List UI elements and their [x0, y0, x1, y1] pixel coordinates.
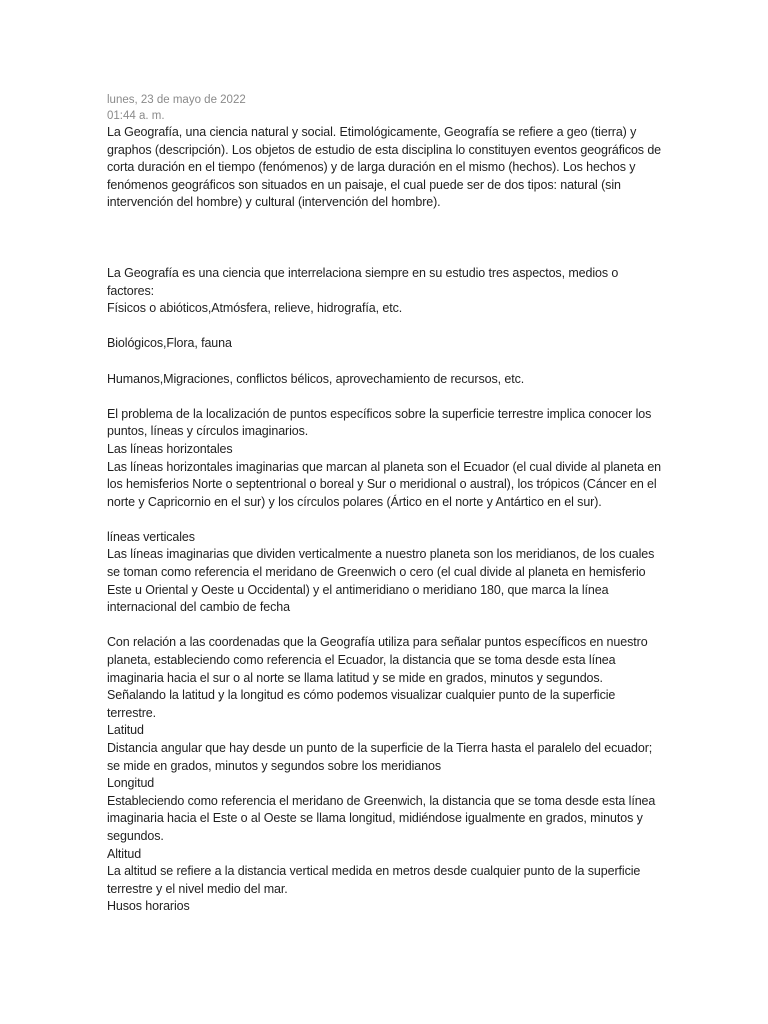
heading-altitud: Altitud — [107, 846, 142, 861]
note-page — [107, 92, 667, 916]
heading-latitud: Latitud — [107, 723, 144, 738]
paragraph-longitud: Estableciendo como referencia el meridano de Greenwich, la distancia que se toma desde esta línea imaginaria hacia el Este o al Oeste se llama longitud, midiéndose igualmente en grados, minutos y segundos. — [107, 793, 656, 843]
spacer — [107, 318, 667, 336]
heading-lineas-horizontales: Las líneas horizontales — [107, 441, 233, 456]
heading-husos-horarios: Husos horarios — [107, 899, 190, 914]
paragraph-latitud-longitud: Señalando la latitud y la longitud es cómo podemos visualizar cualquier punto de la superficie terrestre. — [107, 688, 616, 720]
note-date: lunes, 23 de mayo de 2022 — [107, 94, 246, 106]
paragraph-localizacion: El problema de la localización de puntos específicos sobre la superficie terrestre implica conocer los puntos, líneas y círculos imaginarios. — [107, 406, 652, 439]
paragraph-coordenadas: Con relación a las coordenadas que la Geografía utiliza para señalar puntos específicos en nuestro planeta, estableciendo como referencia el Ecuador, la distancia que se toma desde esta línea imaginaria hacia el sur o al norte se llama latitud y se mide en grados, minutos y segundos. — [107, 635, 648, 685]
paragraph-verticales: Las líneas imaginarias que dividen verticalmente a nuestro planeta son los meridianos, de los cuales se toman como referencia el meridano de Greenwich o cero (el cual divide al planeta en hemisferio Este u Oriental y Oeste u Occidental) y el antimeridiano o meridiano 180, que marca la línea internacional del cambio de fecha — [107, 547, 655, 615]
paragraph-latitud: Distancia angular que hay desde un punto de la superficie de la Tierra hasta el paralelo del ecuador; se mide en grados, minutos y segundos sobre los meridianos — [107, 741, 653, 773]
spacer — [107, 212, 667, 265]
paragraph-biologicos: Biológicos,Flora, fauna — [107, 336, 232, 351]
paragraph-horizontales: Las líneas horizontales imaginarias que marcan al planeta son el Ecuador (el cual divide al planeta en los hemisferios Norte o septentrional o boreal y Sur o meridional o austral), los trópicos (Cáncer en el norte y Capricornio en el sur) y los círculos polares (Ártico en el norte y Antártico en el sur). — [107, 459, 662, 509]
heading-lineas-verticales: líneas verticales — [107, 529, 195, 544]
paragraph-fisicos: Físicos o abióticos,Atmósfera, relieve, hidrografía, etc. — [107, 301, 403, 316]
spacer — [107, 617, 667, 635]
paragraph-humanos: Humanos,Migraciones, conflictos bélicos, aprovechamiento de recursos, etc. — [107, 371, 525, 386]
note-time: 01:44 a. m. — [107, 110, 165, 122]
spacer — [107, 511, 667, 529]
paragraph-altitud: La altitud se refiere a la distancia vertical medida en metros desde cualquier punto de la superficie terrestre y el nivel medio del mar. — [107, 864, 641, 896]
spacer — [107, 353, 667, 371]
paragraph-factors: La Geografía es una ciencia que interrelaciona siempre en su estudio tres aspectos, medios o factores: — [107, 265, 619, 298]
spacer — [107, 388, 667, 406]
heading-longitud: Longitud — [107, 776, 155, 791]
paragraph-intro: La Geografía, una ciencia natural y social. Etimológicamente, Geografía se refiere a geo (tierra) y graphos (descripción). Los objetos de estudio de esta disciplina lo constituyen eventos geográficos de corta duración en el tiempo (fenómenos) y de larga duración en el mismo (hechos). Los hechos y fenómenos geográficos son situados en un paisaje, el cual puede ser de dos tipos: natural (sin intervención del hombre) y cultural (intervención del hombre). — [107, 125, 662, 210]
